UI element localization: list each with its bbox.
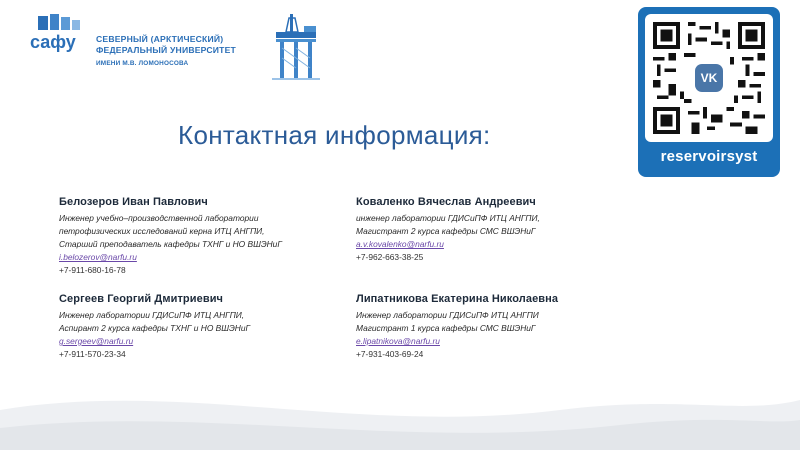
university-name-line2: ФЕДЕРАЛЬНЫЙ УНИВЕРСИТЕТ <box>96 45 236 55</box>
contact-position-line: Старший преподаватель кафедры ТХНГ и НО ВШЭНиГ <box>59 239 282 249</box>
contact-position-line: петрофизических исследований керна ИТЦ АНГПИ, <box>59 226 265 236</box>
contact-phone: +7-911-570-23-34 <box>59 349 126 359</box>
contact-email-link[interactable]: e.lipatnikova@narfu.ru <box>356 336 440 346</box>
university-name <box>96 34 236 69</box>
university-name-line1: СЕВЕРНЫЙ (АРКТИЧЕСКИЙ) <box>96 34 224 44</box>
contact-phone: +7-962-663-38-25 <box>356 252 424 262</box>
contact-email-link[interactable]: g.sergeev@narfu.ru <box>59 336 134 346</box>
contact-card <box>59 293 339 361</box>
vk-logo-icon: VK <box>695 64 723 92</box>
safu-logo-icon <box>30 14 88 62</box>
contact-position-line: Инженер лаборатории ГДИСиПФ ИТЦ АНГПИ, <box>59 310 245 320</box>
contact-email-link[interactable]: i.belozerov@narfu.ru <box>59 252 137 262</box>
contact-position-line: Аспирант 2 курса кафедры ТХНГ и НО ВШЭНиГ <box>59 323 251 333</box>
contact-name: Сергеев Георгий Дмитриевич <box>59 293 224 305</box>
contact-name: Белозеров Иван Павлович <box>59 196 208 208</box>
contact-position-line: Магистрант 1 курса кафедры СМС ВШЭНиГ <box>356 323 536 333</box>
contact-position-line: Магистрант 2 курса кафедры СМС ВШЭНиГ <box>356 226 536 236</box>
contact-position-line: Инженер лаборатории ГДИСиПФ ИТЦ АНГПИ <box>356 310 539 320</box>
contact-phone: +7-931-403-69-24 <box>356 349 424 359</box>
contact-position-line: инженер лаборатории ГДИСиПФ ИТЦ АНГПИ, <box>356 213 540 223</box>
contact-phone: +7-911-680-16-78 <box>59 265 126 275</box>
contact-name: Коваленко Вячеслав Андреевич <box>356 196 536 208</box>
qr-label[interactable]: reservoirsyst <box>660 148 758 165</box>
contact-name: Липатникова Екатерина Николаевна <box>356 293 559 305</box>
contact-position-line: Инженер учебно–производственной лаборатории <box>59 213 259 223</box>
contact-email-link[interactable]: a.v.kovalenko@narfu.ru <box>356 239 444 249</box>
contact-card <box>356 293 636 361</box>
university-name-line3: ИМЕНИ М.В. ЛОМОНОСОВА <box>96 60 189 67</box>
qr-code-container <box>645 14 773 142</box>
oil-rig-icon <box>268 12 324 82</box>
contact-card <box>356 196 636 264</box>
page-title: Контактная информация: <box>178 120 491 150</box>
qr-card[interactable] <box>638 7 780 177</box>
logo-text: сафу <box>30 32 76 52</box>
contact-card <box>59 196 339 277</box>
